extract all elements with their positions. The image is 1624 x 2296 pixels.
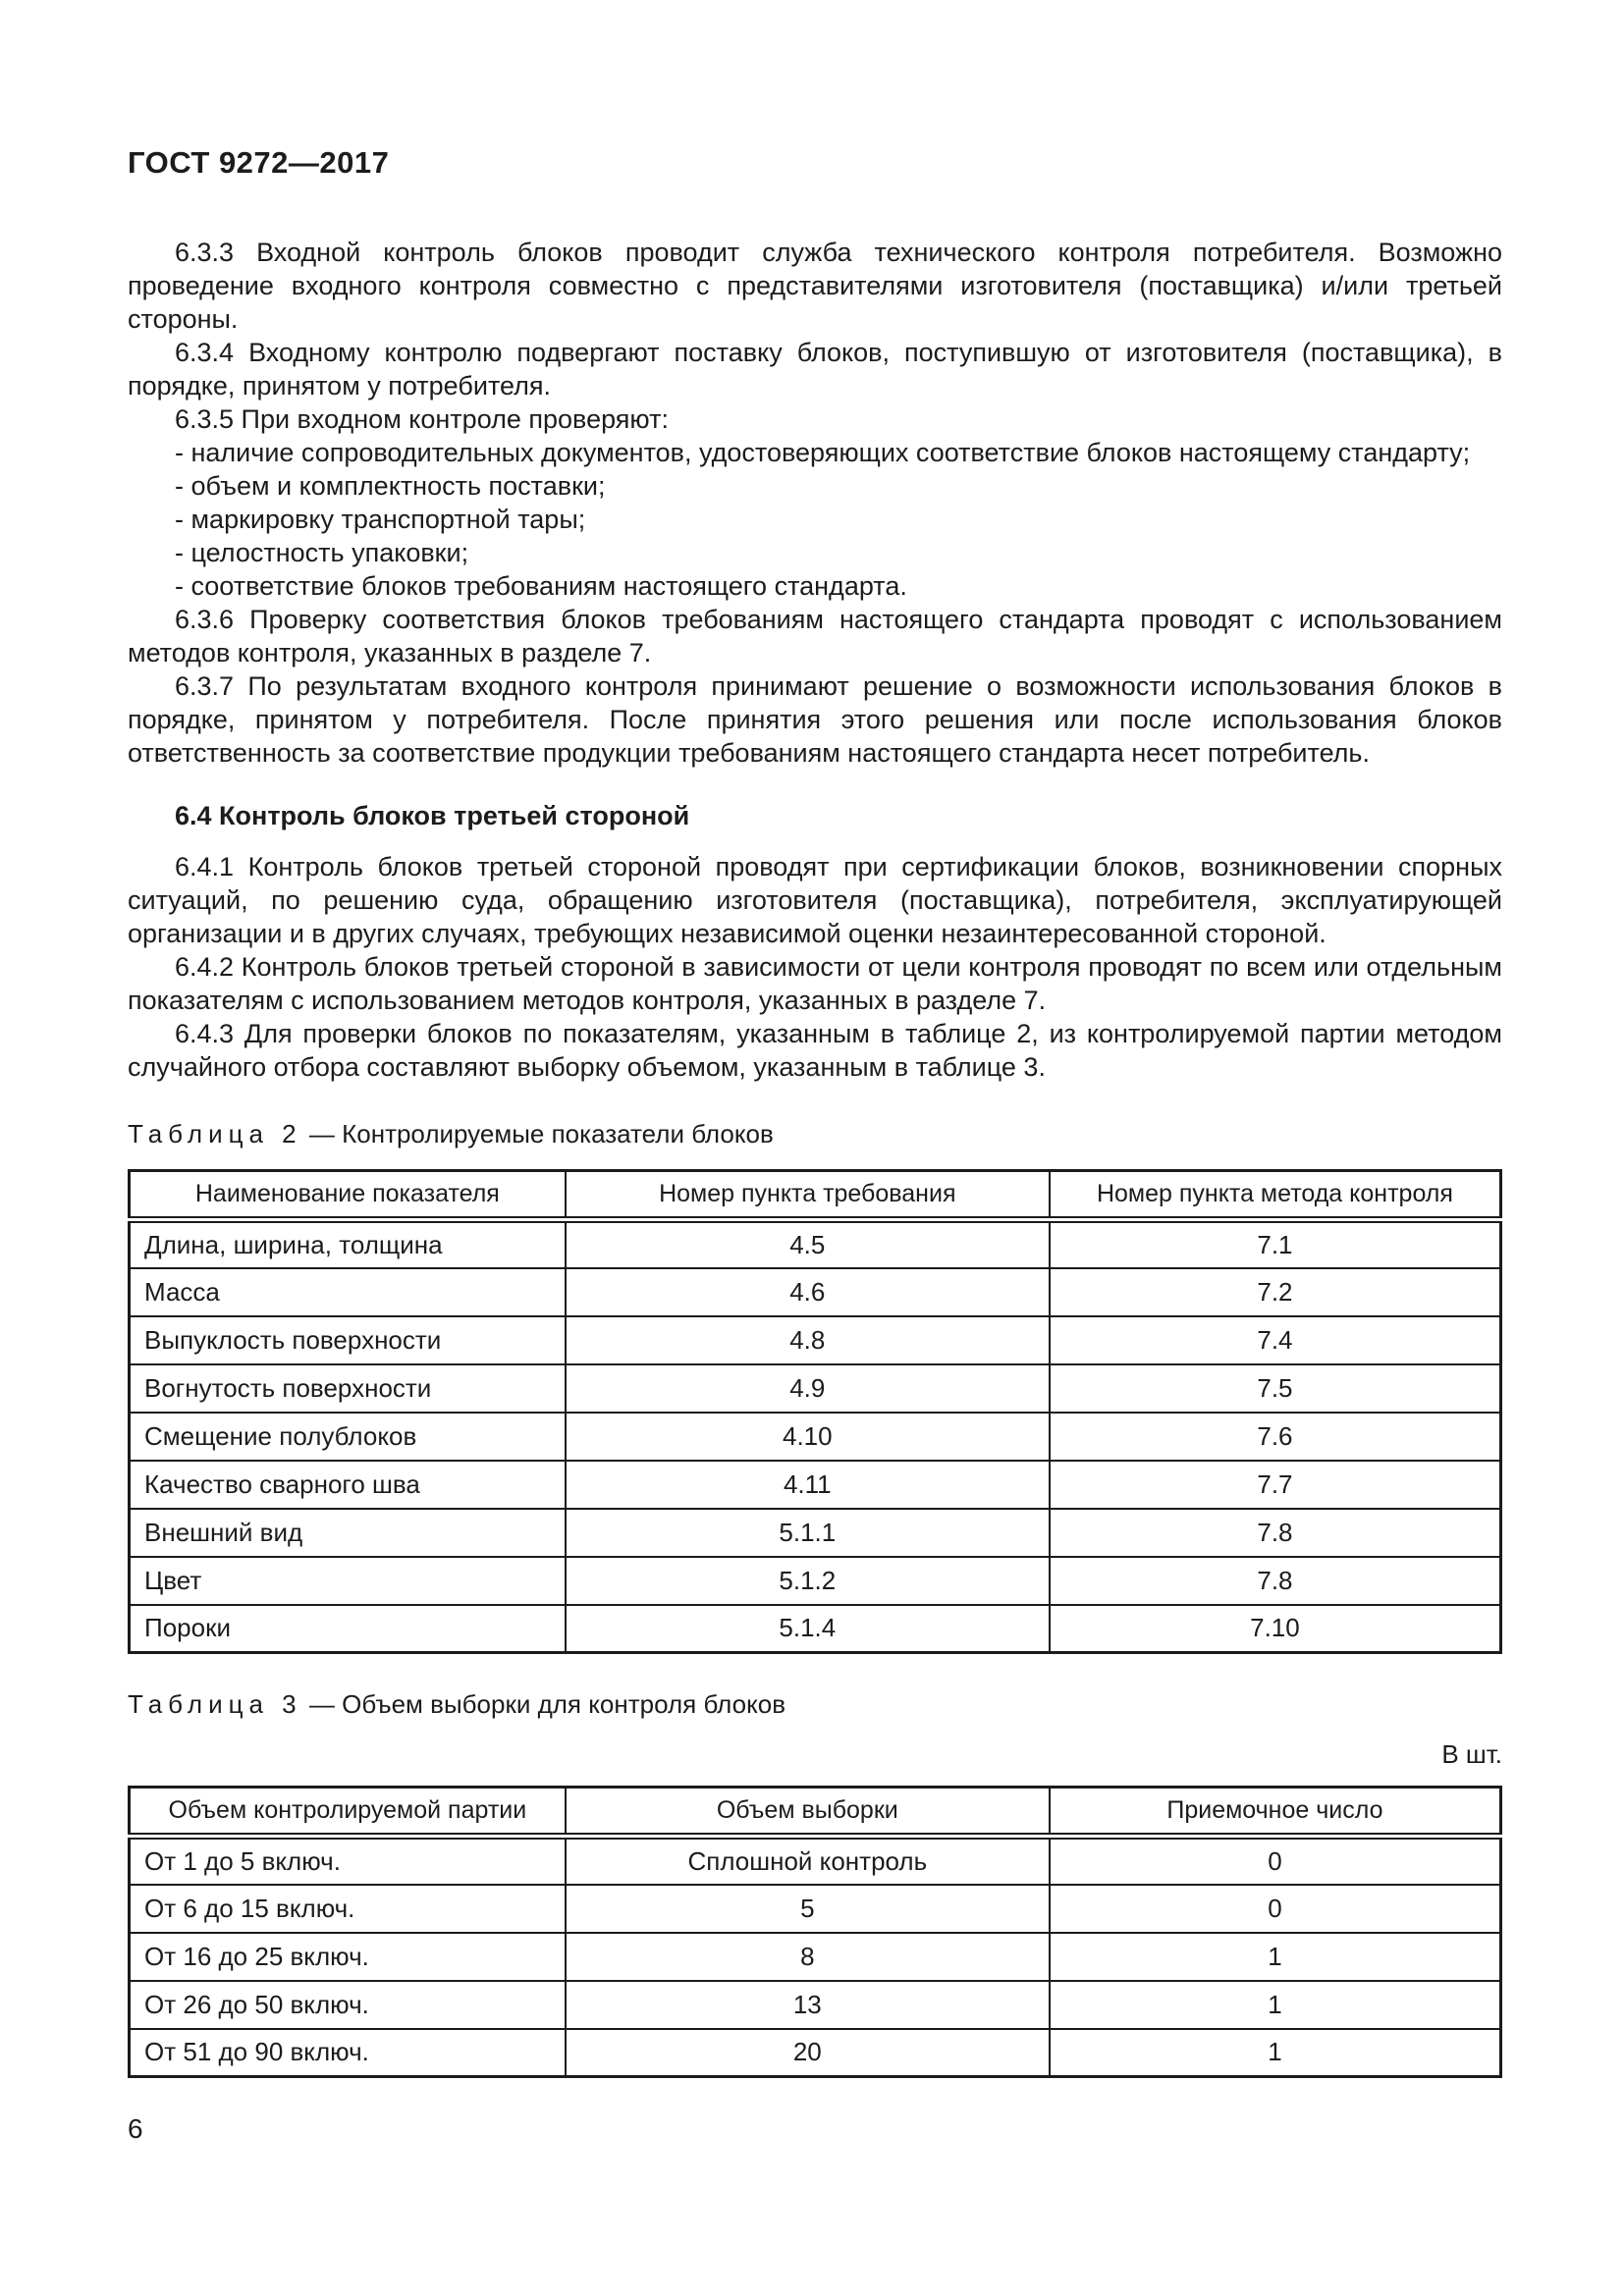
table-cell: 7.6 <box>1050 1413 1501 1461</box>
table2-controlled-indicators <box>128 1169 1502 1654</box>
table-cell: 1 <box>1050 1933 1501 1981</box>
table-cell: 4.8 <box>566 1316 1050 1364</box>
table-cell: Выпуклость поверхности <box>130 1316 566 1364</box>
table-cell: 5.1.4 <box>566 1605 1050 1653</box>
table3-caption-title: — Объем выборки для контроля блоков <box>308 1689 786 1719</box>
table-cell: 5 <box>566 1885 1050 1933</box>
table3-caption-label: Таблица 3 <box>128 1689 302 1719</box>
table-row <box>130 1509 1501 1557</box>
list-item-documents: - наличие сопроводительных документов, удостоверяющих соответствие блоков настоящему стандарту; <box>175 438 1471 467</box>
table-row <box>130 1268 1501 1316</box>
table-cell: Цвет <box>130 1557 566 1605</box>
table-cell: Вогнутость поверхности <box>130 1364 566 1413</box>
table-row <box>130 1605 1501 1653</box>
table-cell: 0 <box>1050 1837 1501 1885</box>
table-cell: Масса <box>130 1268 566 1316</box>
table3-header-lot: Объем контролируемой партии <box>130 1788 566 1837</box>
table2-header-indicator: Наименование показателя <box>130 1171 566 1220</box>
table-row <box>130 1837 1501 1885</box>
table-cell: 1 <box>1050 2029 1501 2077</box>
list-item-packaging: - целостность упаковки; <box>175 538 469 567</box>
table3-header-row <box>130 1788 1501 1837</box>
section-heading-6-4: 6.4 Контроль блоков третьей стороной <box>175 801 690 830</box>
table-cell: 7.4 <box>1050 1316 1501 1364</box>
table2-caption-label: Таблица 2 <box>128 1119 302 1148</box>
table-row <box>130 1461 1501 1509</box>
table-cell: 7.8 <box>1050 1557 1501 1605</box>
table-cell: 7.5 <box>1050 1364 1501 1413</box>
table-row <box>130 1557 1501 1605</box>
table-cell: Пороки <box>130 1605 566 1653</box>
table-row <box>130 1933 1501 1981</box>
paragraph-6-3-4: 6.3.4 Входному контролю подвергают поставку блоков, поступившую от изготовителя (поставщика), в порядке, принятом у потребителя. <box>128 338 1502 400</box>
table-cell: От 16 до 25 включ. <box>130 1933 566 1981</box>
list-item-volume: - объем и комплектность поставки; <box>175 471 606 501</box>
table-cell: 7.10 <box>1050 1605 1501 1653</box>
paragraph-6-4-1: 6.4.1 Контроль блоков третьей стороной проводят при сертификации блоков, возникновении спорных ситуаций, по решению суда, обращению изготовителя (поставщика), потребителя, эксплуатирующей организации и в других случаях, требующих независимой оценки незаинтересованной стороной. <box>128 852 1502 948</box>
table-cell: 4.11 <box>566 1461 1050 1509</box>
table-cell: От 1 до 5 включ. <box>130 1837 566 1885</box>
table2-header-requirement: Номер пункта требования <box>566 1171 1050 1220</box>
table-cell: Длина, ширина, толщина <box>130 1220 566 1268</box>
table-cell: 7.1 <box>1050 1220 1501 1268</box>
table-cell: 20 <box>566 2029 1050 2077</box>
table-cell: 1 <box>1050 1981 1501 2029</box>
table-cell: От 51 до 90 включ. <box>130 2029 566 2077</box>
table-row <box>130 2029 1501 2077</box>
table3-unit-note: В шт. <box>1441 1739 1502 1769</box>
paragraph-6-3-7: 6.3.7 По результатам входного контроля принимают решение о возможности использования блоков в порядке, принятом у потребителя. После принятия этого решения или после использования блоков ответственность за соответствие продукции требованиям настоящего стандарта несет потребитель. <box>128 671 1502 768</box>
page-title: ГОСТ 9272—2017 <box>128 145 390 180</box>
table-cell: Внешний вид <box>130 1509 566 1557</box>
table-cell: 4.5 <box>566 1220 1050 1268</box>
table-cell: 5.1.2 <box>566 1557 1050 1605</box>
table-cell: Смещение полублоков <box>130 1413 566 1461</box>
table-cell: 5.1.1 <box>566 1509 1050 1557</box>
paragraph-6-3-3: 6.3.3 Входной контроль блоков проводит служба технического контроля потребителя. Возможно проведение входного контроля совместно с представителями изготовителя (поставщика) и/или третьей стороны. <box>128 238 1502 334</box>
list-item-marking: - маркировку транспортной тары; <box>175 505 586 534</box>
table-row <box>130 1364 1501 1413</box>
table3-header-sample: Объем выборки <box>566 1788 1050 1837</box>
table-cell: 7.8 <box>1050 1509 1501 1557</box>
paragraph-6-4-3: 6.4.3 Для проверки блоков по показателям, указанным в таблице 2, из контролируемой партии методом случайного отбора составляют выборку объемом, указанным в таблице 3. <box>128 1019 1502 1082</box>
table-cell: 4.10 <box>566 1413 1050 1461</box>
table-cell: 8 <box>566 1933 1050 1981</box>
table-cell: Качество сварного шва <box>130 1461 566 1509</box>
table2-caption-title: — Контролируемые показатели блоков <box>308 1119 774 1148</box>
table-cell: 7.2 <box>1050 1268 1501 1316</box>
paragraph-6-3-5: 6.3.5 При входном контроле проверяют: <box>175 404 669 434</box>
table-row <box>130 1316 1501 1364</box>
table2-caption <box>128 1119 1502 1149</box>
table2-header-row <box>130 1171 1501 1220</box>
table-cell: 13 <box>566 1981 1050 2029</box>
table-cell: 0 <box>1050 1885 1501 1933</box>
table-row <box>130 1413 1501 1461</box>
table-cell: От 26 до 50 включ. <box>130 1981 566 2029</box>
table3-sample-volume <box>128 1786 1502 2078</box>
table-cell: Сплошной контроль <box>566 1837 1050 1885</box>
table-cell: От 6 до 15 включ. <box>130 1885 566 1933</box>
table-row <box>130 1885 1501 1933</box>
table-row <box>130 1981 1501 2029</box>
list-item-compliance: - соответствие блоков требованиям настоящего стандарта. <box>175 571 907 601</box>
table-cell: 4.6 <box>566 1268 1050 1316</box>
table3-header-acceptance: Приемочное число <box>1050 1788 1501 1837</box>
paragraph-6-4-2: 6.4.2 Контроль блоков третьей стороной в зависимости от цели контроля проводят по всем или отдельным показателям с использованием методов контроля, указанных в разделе 7. <box>128 952 1502 1015</box>
page-number: 6 <box>128 2113 143 2144</box>
table-row <box>130 1220 1501 1268</box>
table-cell: 4.9 <box>566 1364 1050 1413</box>
table-cell: 7.7 <box>1050 1461 1501 1509</box>
table3-caption <box>128 1689 1502 1720</box>
table2-header-method: Номер пункта метода контроля <box>1050 1171 1501 1220</box>
paragraph-6-3-6: 6.3.6 Проверку соответствия блоков требованиям настоящего стандарта проводят с использованием методов контроля, указанных в разделе 7. <box>128 605 1502 667</box>
